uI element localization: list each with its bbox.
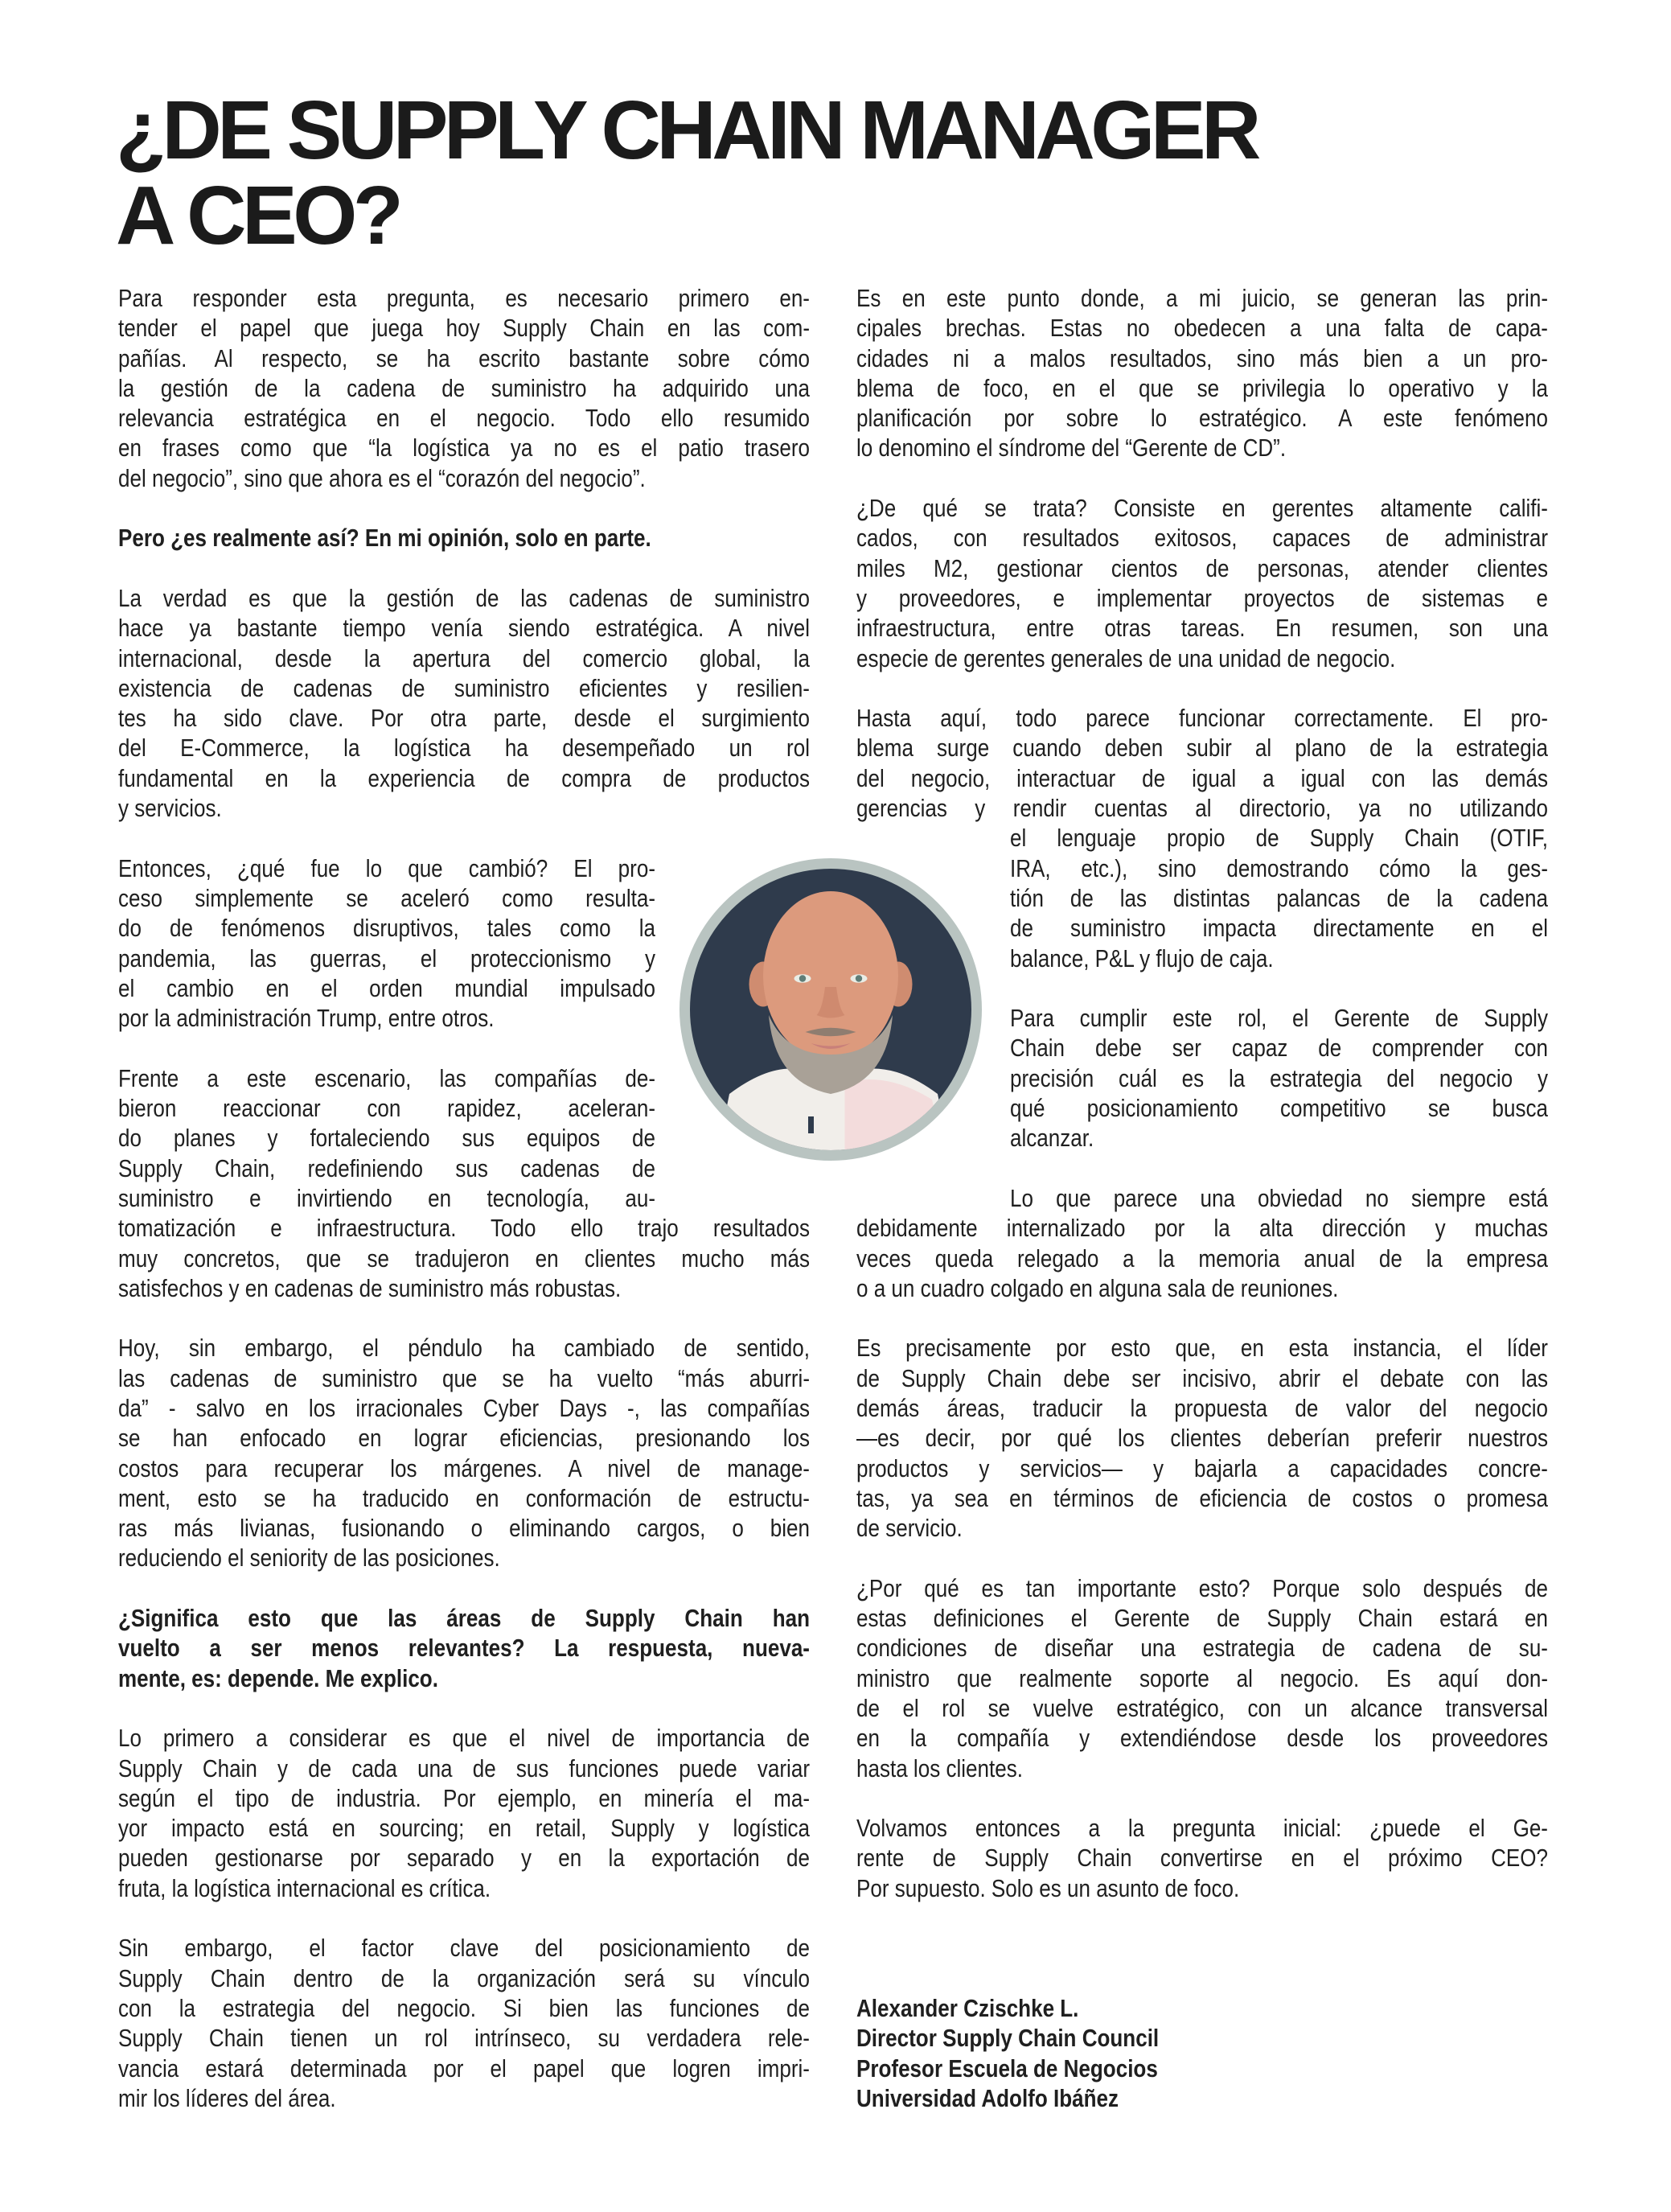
text-line: ceso simplemente se aceleró como resulta- xyxy=(118,883,655,912)
text-line: en frases como que “la logística ya no es el patio trasero xyxy=(118,434,810,463)
text-line: do de fenómenos disruptivos, tales como la xyxy=(118,914,655,943)
text-line: infraestructura, entre otras tareas. En resumen, son una xyxy=(856,614,1548,643)
text-line: ¿De qué se trata? Consiste en gerentes altamente califi- xyxy=(856,494,1548,523)
text-line: condiciones de diseñar una estrategia de cadena de su- xyxy=(856,1634,1548,1663)
text-line: pañías. Al respecto, se ha escrito bastante sobre cómo xyxy=(118,343,810,372)
text-line: IRA, etc.), sino demostrando cómo la ges- xyxy=(1010,853,1548,882)
text-line: tas, ya sea en términos de eficiencia de costos o promesa xyxy=(856,1483,1548,1512)
text-line: Pero ¿es realmente así? En mi opinión, solo en parte. xyxy=(118,524,651,553)
text-line: del negocio”, sino que ahora es el “corazón del negocio”. xyxy=(118,463,646,492)
text-line: o a un cuadro colgado en alguna sala de reuniones. xyxy=(856,1273,1339,1302)
text-line: pueden gestionarse por separado y en la exportación de xyxy=(118,1844,810,1873)
text-line: de el rol se vuelve estratégico, con un alcance transversal xyxy=(856,1693,1548,1722)
text-line: bieron reaccionar con rapidez, aceleran- xyxy=(118,1094,655,1123)
text-line: de servicio. xyxy=(856,1514,963,1543)
text-line: Por supuesto. Solo es un asunto de foco. xyxy=(856,1873,1240,1902)
text-line: vancia estará determinada por el papel que logren impri- xyxy=(118,2054,810,2082)
text-line: ras más livianas, fusionando o eliminando cargos, o bien xyxy=(118,1514,810,1543)
paragraph xyxy=(118,1933,810,2113)
text-line: satisfechos y en cadenas de suministro más robustas. xyxy=(118,1273,622,1302)
subheading xyxy=(118,523,810,553)
text-line: La verdad es que la gestión de las cadenas de suministro xyxy=(118,583,810,612)
text-line: las cadenas de suministro que se ha vuelto “más aburri- xyxy=(118,1363,810,1392)
author-title-line: Director Supply Chain Council xyxy=(856,2024,1160,2053)
text-line: Supply Chain y de cada una de sus funciones puede variar xyxy=(118,1754,810,1782)
text-line: demás áreas, traducir la propuesta de valor del negocio xyxy=(856,1393,1548,1422)
paragraph xyxy=(118,283,810,493)
subheading xyxy=(118,1603,810,1693)
text-line: reduciendo el seniority de las posiciones. xyxy=(118,1544,500,1573)
text-line: planificación por sobre lo estratégico. A este fenómeno xyxy=(856,404,1548,433)
paragraph xyxy=(118,1333,810,1573)
text-line: de suministro impacta directamente en el xyxy=(1010,914,1548,943)
text-line: da” - salvo en los irracionales Cyber Days -, las compañías xyxy=(118,1393,810,1422)
text-line: tomatización e infraestructura. Todo ello trajo resultados xyxy=(118,1214,810,1243)
right-column xyxy=(856,283,1548,2113)
text-line: Hasta aquí, todo parece funcionar correctamente. El pro- xyxy=(856,704,1548,733)
text-line: Hoy, sin embargo, el péndulo ha cambiado de sentido, xyxy=(118,1334,810,1363)
paragraph xyxy=(856,1183,1548,1303)
article-title xyxy=(116,84,1257,261)
text-line: internacional, desde la apertura del comercio global, la xyxy=(118,643,810,672)
text-line: alcanzar. xyxy=(1010,1124,1094,1153)
text-line: blema de foco, en el que se privilegia lo operativo y la xyxy=(856,373,1548,402)
text-line: mente, es: depende. Me explico. xyxy=(118,1663,438,1692)
text-line: cados, con resultados exitosos, capaces de administrar xyxy=(856,524,1548,553)
text-line: relevancia estratégica en el negocio. Todo ello resumido xyxy=(118,404,810,433)
text-line: Lo primero a considerar es que el nivel de importancia de xyxy=(118,1724,810,1753)
paragraph xyxy=(118,583,810,823)
text-line: fruta, la logística internacional es crítica. xyxy=(118,1873,491,1902)
paragraph xyxy=(856,283,1548,463)
text-line: rente de Supply Chain convertirse en el próximo CEO? xyxy=(856,1844,1548,1873)
text-line: Supply Chain dentro de la organización será su vínculo xyxy=(118,1963,810,1992)
text-line: tes ha sido clave. Por otra parte, desde el surgimiento xyxy=(118,704,810,733)
text-line: se han enfocado en lograr eficiencias, presionando los xyxy=(118,1424,810,1453)
text-line: Para responder esta pregunta, es necesario primero en- xyxy=(118,284,810,312)
text-line: por la administración Trump, entre otros. xyxy=(118,1004,495,1033)
text-line: ¿Por qué es tan importante esto? Porque solo después de xyxy=(856,1573,1548,1602)
text-line: miles M2, gestionar cientos de personas, atender clientes xyxy=(856,553,1548,582)
author-signature xyxy=(856,1993,1548,2113)
text-line: en la compañía y extendiéndose desde los proveedores xyxy=(856,1724,1548,1753)
text-line: hasta los clientes. xyxy=(856,1754,1023,1782)
text-line: precisión cuál es la estrategia del negocio y xyxy=(1010,1063,1548,1092)
text-line: blema surge cuando deben subir al plano de la estrategia xyxy=(856,734,1548,763)
text-line: ment, esto se ha traducido en conformación de estructu- xyxy=(118,1483,810,1512)
text-line: —es decir, por qué los clientes deberían preferir nuestros xyxy=(856,1424,1548,1453)
text-line: productos y servicios— y bajarla a capacidades concre- xyxy=(856,1453,1548,1482)
text-line: con la estrategia del negocio. Si bien las funciones de xyxy=(118,1993,810,2022)
text-line: hace ya bastante tiempo venía siendo estratégica. A nivel xyxy=(118,614,810,643)
text-line: costos para recuperar los márgenes. A nivel de manage- xyxy=(118,1453,810,1482)
paragraph xyxy=(118,1723,810,1903)
text-line: existencia de cadenas de suministro eficientes y resilien- xyxy=(118,673,810,702)
text-line: de Supply Chain debe ser incisivo, abrir el debate con las xyxy=(856,1363,1548,1392)
text-line: el cambio en el orden mundial impulsado xyxy=(118,973,655,1002)
text-line: yor impacto está en sourcing; en retail, Supply y logística xyxy=(118,1814,810,1843)
text-line: vuelto a ser menos relevantes? La respuesta, nueva- xyxy=(118,1634,810,1663)
text-line: y proveedores, e implementar proyectos de sistemas e xyxy=(856,583,1548,612)
text-line: Entonces, ¿qué fue lo que cambió? El pro- xyxy=(118,853,655,882)
text-line: mir los líderes del área. xyxy=(118,2083,336,2112)
text-line: tión de las distintas palancas de la cadena xyxy=(1010,883,1548,912)
text-line: do planes y fortaleciendo sus equipos de xyxy=(118,1124,655,1153)
text-line: del E-Commerce, la logística ha desempeñado un rol xyxy=(118,734,810,763)
paragraph xyxy=(856,1333,1548,1543)
text-line: tender el papel que juega hoy Supply Chain en las com- xyxy=(118,314,810,343)
text-line: qué posicionamiento competitivo se busca xyxy=(1010,1094,1548,1123)
text-line: y servicios. xyxy=(118,794,222,823)
paragraph xyxy=(856,493,1548,673)
text-line: el lenguaje propio de Supply Chain (OTIF, xyxy=(1010,824,1548,853)
text-line: ¿Significa esto que las áreas de Supply Chain han xyxy=(118,1604,810,1633)
title-line-2: A CEO? xyxy=(116,169,400,261)
text-line: debidamente internalizado por la alta dirección y muchas xyxy=(856,1214,1548,1243)
paragraph xyxy=(856,1813,1548,1903)
text-line: especie de gerentes generales de una unidad de negocio. xyxy=(856,643,1396,672)
text-line: Chain debe ser capaz de comprender con xyxy=(1010,1034,1548,1063)
text-line: Frente a este escenario, las compañías de- xyxy=(118,1063,655,1092)
text-line: lo denomino el síndrome del “Gerente de CD”. xyxy=(856,434,1287,463)
title-line-1: ¿DE SUPPLY CHAIN MANAGER xyxy=(116,84,1257,176)
text-line: suministro e invirtiendo en tecnología, au- xyxy=(118,1183,655,1212)
text-line: la gestión de la cadena de suministro ha adquirido una xyxy=(118,373,810,402)
text-line: veces queda relegado a la memoria anual de la empresa xyxy=(856,1244,1548,1273)
text-line: Para cumplir este rol, el Gerente de Supply xyxy=(1010,1004,1548,1033)
author-name: Alexander Czischke L. xyxy=(856,1993,1079,2022)
left-column xyxy=(118,283,810,2143)
text-line: fundamental en la experiencia de compra de productos xyxy=(118,763,810,792)
text-line: cidades ni a malos resultados, sino más bien a un pro- xyxy=(856,343,1548,372)
author-photo xyxy=(679,858,982,1161)
text-line: Supply Chain, redefiniendo sus cadenas de xyxy=(118,1153,655,1182)
text-line: según el tipo de industria. Por ejemplo, en minería el ma- xyxy=(118,1783,810,1812)
text-line: estas definiciones el Gerente de Supply Chain estará en xyxy=(856,1604,1548,1633)
text-line: balance, P&L y flujo de caja. xyxy=(1010,944,1274,972)
text-line: del negocio, interactuar de igual a igual con las demás xyxy=(856,763,1548,792)
text-line: muy concretos, que se tradujeron en clientes mucho más xyxy=(118,1244,810,1273)
text-line: Supply Chain tienen un rol intrínseco, su verdadera rele- xyxy=(118,2024,810,2053)
author-portrait-image xyxy=(690,869,971,1150)
text-line: Lo que parece una obviedad no siempre está xyxy=(1010,1183,1548,1212)
text-line: ministro que realmente soporte al negocio. Es aquí don- xyxy=(856,1663,1548,1692)
author-title-line: Profesor Escuela de Negocios xyxy=(856,2054,1158,2082)
text-line: Sin embargo, el factor clave del posicionamiento de xyxy=(118,1934,810,1963)
text-line: Es en este punto donde, a mi juicio, se generan las prin- xyxy=(856,284,1548,312)
text-line: pandemia, las guerras, el proteccionismo y xyxy=(118,944,655,972)
author-title-line: Universidad Adolfo Ibáñez xyxy=(856,2083,1119,2112)
text-line: Volvamos entonces a la pregunta inicial: ¿puede el Ge- xyxy=(856,1814,1548,1843)
paragraph xyxy=(856,1573,1548,1783)
text-line: gerencias y rendir cuentas al directorio, ya no utilizando xyxy=(856,794,1548,823)
paragraph xyxy=(118,1063,810,1303)
text-line: cipales brechas. Estas no obedecen a una falta de capa- xyxy=(856,314,1548,343)
text-line: Es precisamente por esto que, en esta instancia, el líder xyxy=(856,1334,1548,1363)
